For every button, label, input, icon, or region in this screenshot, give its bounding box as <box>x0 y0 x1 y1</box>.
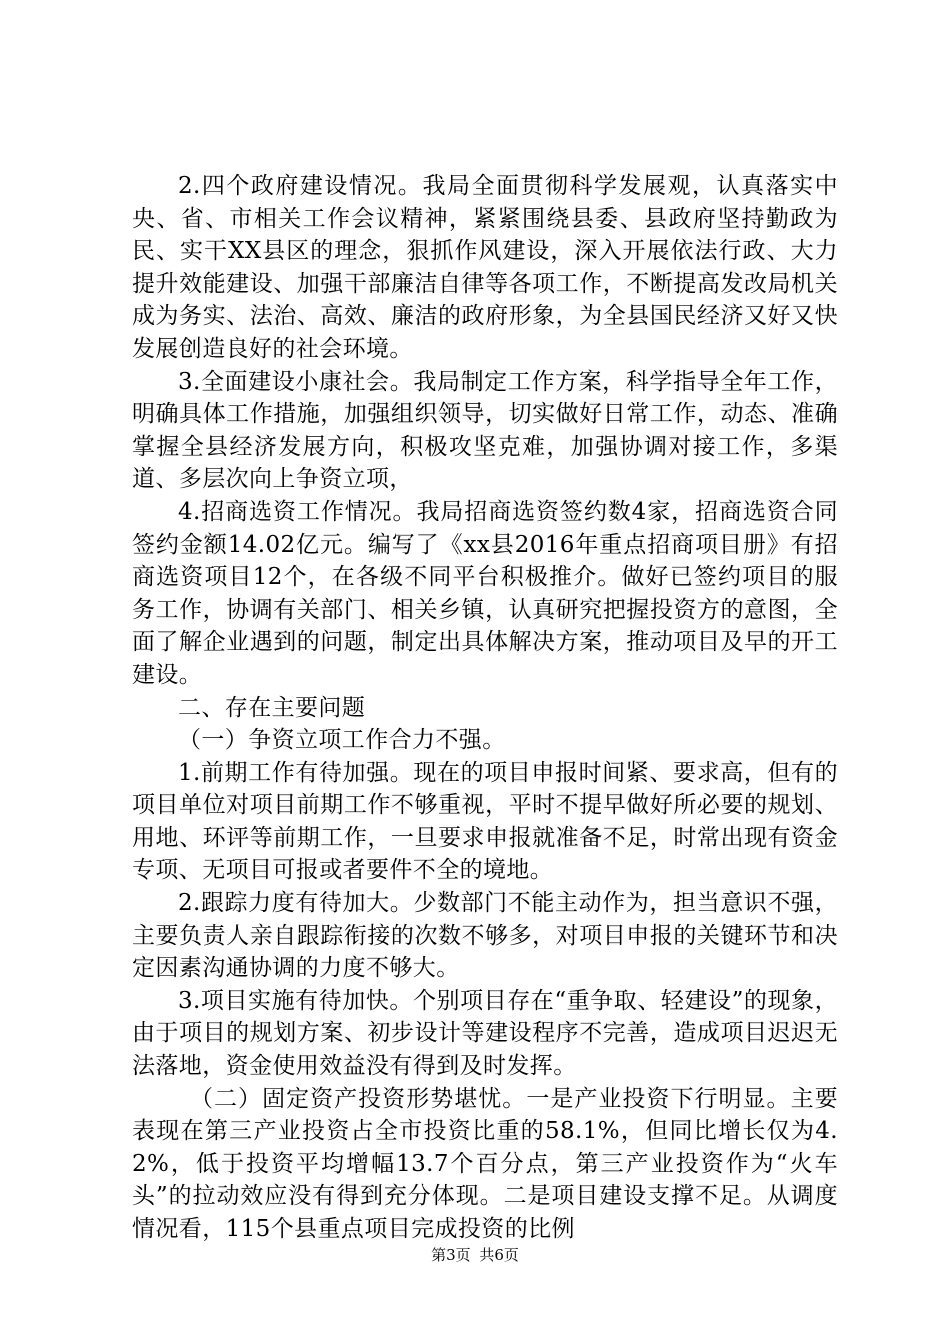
section-heading-main-problems: 二、存在主要问题 <box>178 694 366 721</box>
paragraph-well-off-society: 3.全面建设小康社会。我局制定工作方案，科学指导全年工作，明确具体工作措施，加强组织领导，切实做好日常工作，动态、准确掌握全县经济发展方向，积极攻坚克难，加强协调对接工作，多渠道、多层次向上争资立项， <box>132 368 838 493</box>
page-total: 共6页 <box>479 1246 519 1264</box>
subheading-funding-projects: （一）争资立项工作合力不强。 <box>178 727 506 754</box>
paragraph-government-building: 2.四个政府建设情况。我局全面贯彻科学发展观，认真落实中央、省、市相关工作会议精神，紧紧围绕县委、县政府坚持勤政为民、实干XX县区的理念，狠抓作风建设，深入开展依法行政、大力提升效能建设、加强干部廉洁自律等各项工作，不断提高发改局机关成为务实、法治、高效、廉洁的政府形象，为全县国民经济又好又快发展创造良好的社会环境。 <box>132 173 838 362</box>
document-body <box>132 170 838 1246</box>
paragraph-investment-attraction: 4.招商选资工作情况。我局招商选资签约数4家，招商选资合同签约金额14.02亿元。编写了《xx县2016年重点招商项目册》有招商选资项目12个，在各级不同平台积极推介。做好已签约项目的服务工作，协调有关部门、相关乡镇，认真研究把握投资方的意图，全面了解企业遇到的问题，制定出具体解决方案，推动项目及早的开工建设。 <box>132 498 838 688</box>
paragraph-fixed-asset-investment: （二）固定资产投资形势堪忧。一是产业投资下行明显。主要表现在第三产业投资占全市投资比重的58.1%，但同比增长仅为4.2%，低于投资平均增幅13.7个百分点，第三产业投资作为“火车头”的拉动效应没有得到充分体现。二是项目建设支撑不足。从调度情况看，115个县重点项目完成投资的比例 <box>132 1085 838 1242</box>
page-footer <box>0 1245 950 1265</box>
paragraph-project-implementation: 3.项目实施有待加快。个别项目存在“重争取、轻建设”的现象，由于项目的规划方案、初步设计等建设程序不完善，造成项目迟迟无法落地，资金使用效益没有得到及时发挥。 <box>132 987 838 1080</box>
page-number: 第3页 <box>431 1246 471 1264</box>
paragraph-tracking-effort: 2.跟踪力度有待加大。少数部门不能主动作为，担当意识不强，主要负责人亲自跟踪衔接的次数不够多，对项目申报的关键环节和决定因素沟通协调的力度不够大。 <box>132 890 838 982</box>
paragraph-preliminary-work: 1.前期工作有待加强。现在的项目申报时间紧、要求高，但有的项目单位对项目前期工作不够重视，平时不提早做好所必要的规划、用地、环评等前期工作，一旦要求申报就准备不足，时常出现有资金专项、无项目可报或者要件不全的境地。 <box>132 759 838 884</box>
